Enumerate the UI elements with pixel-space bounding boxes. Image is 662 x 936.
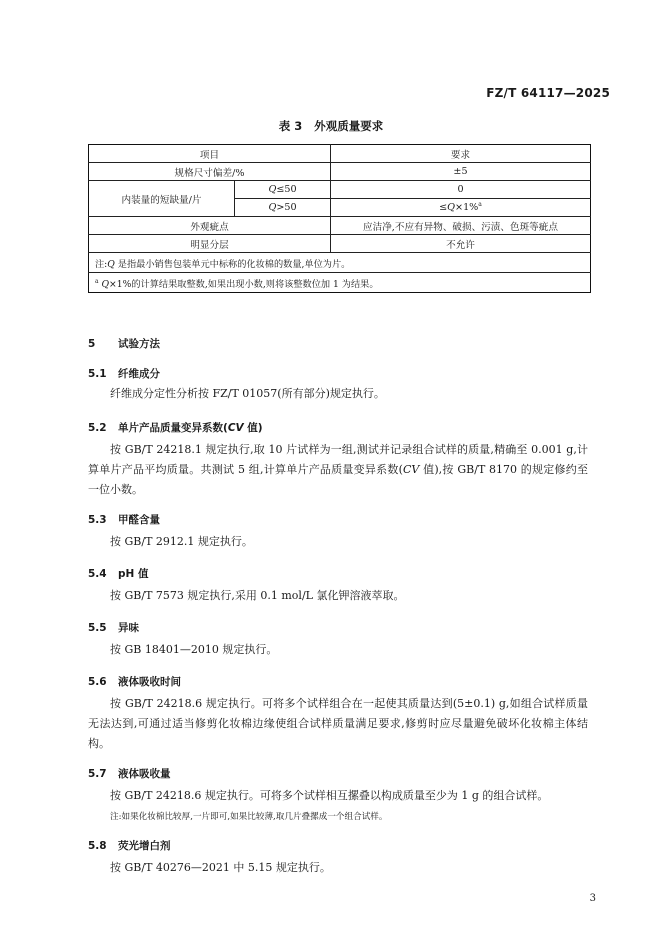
section-number: 5.6	[88, 676, 107, 688]
section-5-8-body: 按 GB/T 40276—2021 中 5.15 规定执行。	[110, 861, 331, 874]
table-row	[89, 217, 591, 235]
table-caption-number: 表 3	[278, 119, 303, 133]
table-note	[89, 253, 591, 273]
appearance-quality-table	[88, 144, 591, 293]
header-requirement: 要求	[331, 145, 591, 163]
cv-symbol: CV	[402, 463, 420, 476]
section-number: 5.1	[88, 368, 107, 380]
table-caption	[0, 118, 662, 134]
section-number: 5.4	[88, 568, 107, 580]
q-symbol: Q	[101, 278, 110, 290]
section-5-3-heading	[88, 512, 160, 527]
section-title: pH 值	[118, 568, 149, 580]
q-symbol: Q	[107, 258, 115, 270]
row-label-size-deviation: 规格尺寸偏差/%	[89, 163, 331, 181]
shortage-value-1: 0	[331, 181, 591, 199]
row-label-layer: 明显分层	[89, 235, 331, 253]
section-title: 甲醛含量	[118, 514, 160, 526]
standard-code: FZ/T 64117—2025	[486, 86, 610, 100]
table-note-row	[89, 253, 591, 273]
footnote-text: ×1%的计算结果取整数,如果出现小数,则将该整数位加 1 为结果。	[109, 278, 379, 290]
section-5-5-heading	[88, 620, 139, 635]
section-5-7-note: 注:如果化妆棉比较厚,一片即可,如果比较薄,取几片叠摞成一个组合试样。	[110, 812, 388, 822]
row-label-shortage: 内装量的短缺量/片	[89, 181, 235, 217]
section-number: 5.5	[88, 622, 107, 634]
q-symbol: Q	[447, 202, 456, 214]
section-5-3-body: 按 GB/T 2912.1 规定执行。	[110, 535, 253, 548]
section-5-7-body: 按 GB/T 24218.6 规定执行。可将多个试样相互摞叠以构成质量至少为 1 g 的组合试样。	[110, 789, 549, 802]
section-5-1-heading	[88, 366, 160, 381]
table-header-row	[89, 145, 591, 163]
condition-1-text: ≤50	[276, 184, 297, 195]
table-footnote	[89, 273, 591, 293]
section-5-5-body: 按 GB 18401—2010 规定执行。	[110, 643, 278, 656]
section-title: 纤维成分	[118, 368, 160, 380]
section-number: 5.2	[88, 422, 107, 434]
section-5-6-body: 按 GB/T 24218.6 规定执行。可将多个试样组合在一起使其质量达到(5±0.1) g,如组合试样质量无法达到,可通过适当修剪化妆棉边缘使组合试样质量满足要求,修剪时应尽量避免破坏化妆棉主体结构。	[88, 697, 588, 750]
body-part-a: 按 GB/T 24218.1 规定执行,取 10 片试样为一组,测试并记录组合试样的质量,精确至 0.001 g,计算单片产品平均质量。共测试 5 组,计算单片产品质量变异系数(	[88, 443, 588, 476]
table-row	[89, 181, 591, 199]
shortage-condition-2	[235, 199, 331, 217]
section-title: 异味	[118, 622, 139, 634]
section-5-8-heading	[88, 838, 171, 853]
section-title-post: 值)	[243, 422, 263, 434]
value-2-prefix: ≤	[439, 202, 448, 214]
section-5-1-body: 纤维成分定性分析按 FZ/T 01057(所有部分)规定执行。	[110, 387, 385, 400]
table-row	[89, 163, 591, 181]
shortage-condition-1	[235, 181, 331, 199]
table-row	[89, 235, 591, 253]
cv-symbol: CV	[227, 422, 244, 434]
row-value-flaw: 应洁净,不应有异物、破损、污渍、色斑等疵点	[331, 217, 591, 235]
section-number: 5.8	[88, 840, 107, 852]
section-title: 荧光增白剂	[118, 840, 171, 852]
footnote-mark: a	[478, 201, 482, 209]
header-item: 项目	[89, 145, 331, 163]
q-symbol: Q	[268, 184, 277, 195]
section-5-2-heading	[88, 420, 263, 435]
condition-2-text: >50	[276, 202, 297, 213]
section-number: 5.7	[88, 768, 107, 780]
section-5-heading	[88, 336, 160, 351]
section-title: 液体吸收量	[118, 768, 171, 780]
section-title: 液体吸收时间	[118, 676, 181, 688]
section-title: 试验方法	[118, 338, 160, 350]
note-prefix: 注:	[95, 258, 108, 270]
section-title-pre: 单片产品质量变异系数(	[118, 422, 228, 434]
section-number: 5.3	[88, 514, 107, 526]
q-symbol: Q	[268, 202, 277, 213]
note-text: 是指最小销售包装单元中标称的化妆棉的数量,单位为片。	[114, 258, 351, 270]
table-footnote-row	[89, 273, 591, 293]
row-value-size-deviation: ±5	[331, 163, 591, 181]
row-value-layer: 不允许	[331, 235, 591, 253]
section-5-2-body	[88, 440, 588, 500]
section-5-7-heading	[88, 766, 171, 781]
body-part-b: 值),按 GB/T 8170 的规定修约至一位小数。	[88, 463, 588, 496]
table-caption-text: 外观质量要求	[314, 119, 384, 133]
value-2-text: ×1%	[455, 202, 479, 214]
row-label-flaw: 外观疵点	[89, 217, 331, 235]
page-number: 3	[589, 893, 596, 904]
section-5-4-body: 按 GB/T 7573 规定执行,采用 0.1 mol/L 氯化钾溶液萃取。	[110, 589, 405, 602]
shortage-value-2	[331, 199, 591, 217]
section-5-4-heading	[88, 566, 148, 581]
section-5-6-heading	[88, 674, 181, 689]
footnote-mark: a	[95, 277, 99, 285]
section-number: 5	[88, 338, 96, 350]
